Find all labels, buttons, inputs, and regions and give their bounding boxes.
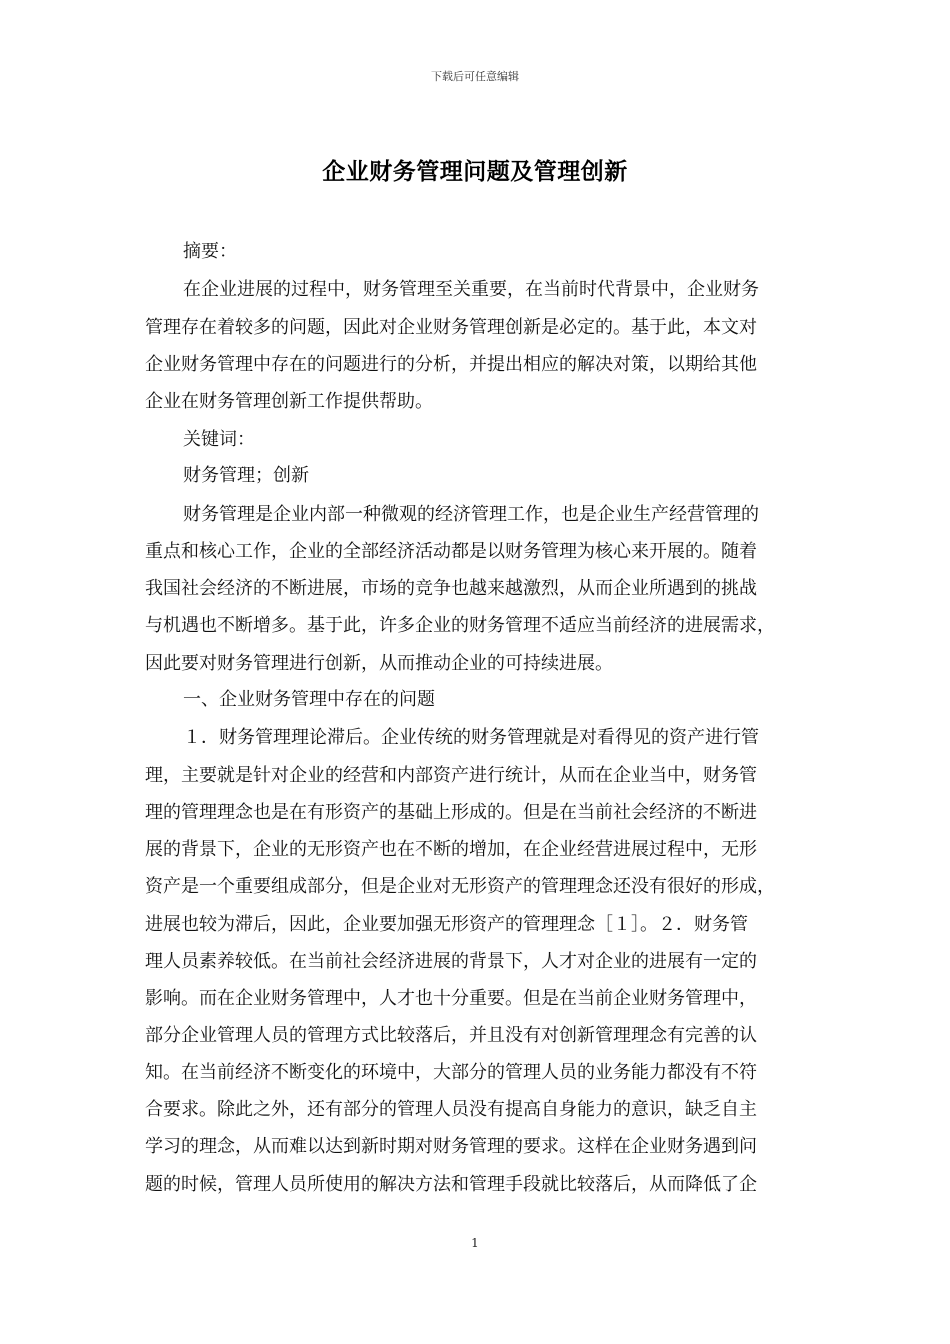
body-text-line: 合要求。除此之外，还有部分的管理人员没有提高自身能力的意识，缺乏自主 [145, 1099, 757, 1120]
body-text-line: 在企业进展的过程中，财务管理至关重要，在当前时代背景中，企业财务 [183, 279, 759, 300]
body-text-line: 企业在财务管理创新工作提供帮助。 [145, 391, 433, 412]
body-text-line: 财务管理是企业内部一种微观的经济管理工作，也是企业生产经营管理的 [183, 504, 759, 525]
body-text-line: １．财务管理理论滞后。企业传统的财务管理就是对看得见的资产进行管 [183, 727, 759, 748]
body-text-line: 管理存在着较多的问题，因此对企业财务管理创新是必定的。基于此，本文对 [145, 317, 757, 338]
body-text-line: 理人员素养较低。在当前社会经济进展的背景下，人才对企业的进展有一定的 [145, 951, 757, 972]
body-text-line: 理，主要就是针对企业的经营和内部资产进行统计，从而在企业当中，财务管 [145, 765, 757, 786]
keywords-text: 财务管理；创新 [183, 465, 309, 486]
body-text-line: 展的背景下，企业的无形资产也在不断的增加，在企业经营进展过程中，无形 [145, 839, 757, 860]
page-number: 1 [471, 1236, 479, 1250]
body-text-line: 知。在当前经济不断变化的环境中，大部分的管理人员的业务能力都没有不符 [145, 1062, 757, 1083]
body-text-line: 企业财务管理中存在的问题进行的分析，并提出相应的解决对策，以期给其他 [145, 354, 757, 375]
abstract-label: 摘要： [183, 241, 237, 262]
body-text-line: 进展也较为滞后，因此，企业要加强无形资产的管理理念［１］。２．财务管 [145, 914, 748, 935]
body-text-line: 影响。而在企业财务管理中，人才也十分重要。但是在当前企业财务管理中， [145, 988, 757, 1009]
body-text-line: 学习的理念，从而难以达到新时期对财务管理的要求。这样在企业财务遇到问 [145, 1136, 757, 1157]
body-text-line: 理的管理理念也是在有形资产的基础上形成的。但是在当前社会经济的不断进 [145, 802, 757, 823]
body-text-line: 题的时候，管理人员所使用的解决方法和管理手段就比较落后，从而降低了企 [145, 1174, 757, 1195]
body-text-line: 资产是一个重要组成部分，但是企业对无形资产的管理理念还没有很好的形成， [145, 876, 775, 897]
body-text-line: 与机遇也不断增多。基于此，许多企业的财务管理不适应当前经济的进展需求， [145, 615, 775, 636]
section-heading: 一、企业财务管理中存在的问题 [183, 689, 435, 710]
keywords-label: 关键词： [183, 429, 255, 450]
body-text-line: 重点和核心工作，企业的全部经济活动都是以财务管理为核心来开展的。随着 [145, 541, 757, 562]
document-title: 企业财务管理问题及管理创新 [322, 158, 628, 185]
body-text-line: 因此要对财务管理进行创新，从而推动企业的可持续进展。 [145, 653, 613, 674]
page-header-note: 下载后可任意编辑 [431, 70, 519, 83]
body-text-line: 部分企业管理人员的管理方式比较落后，并且没有对创新管理理念有完善的认 [145, 1025, 757, 1046]
body-text-line: 我国社会经济的不断进展，市场的竞争也越来越激烈，从而企业所遇到的挑战 [145, 578, 757, 599]
